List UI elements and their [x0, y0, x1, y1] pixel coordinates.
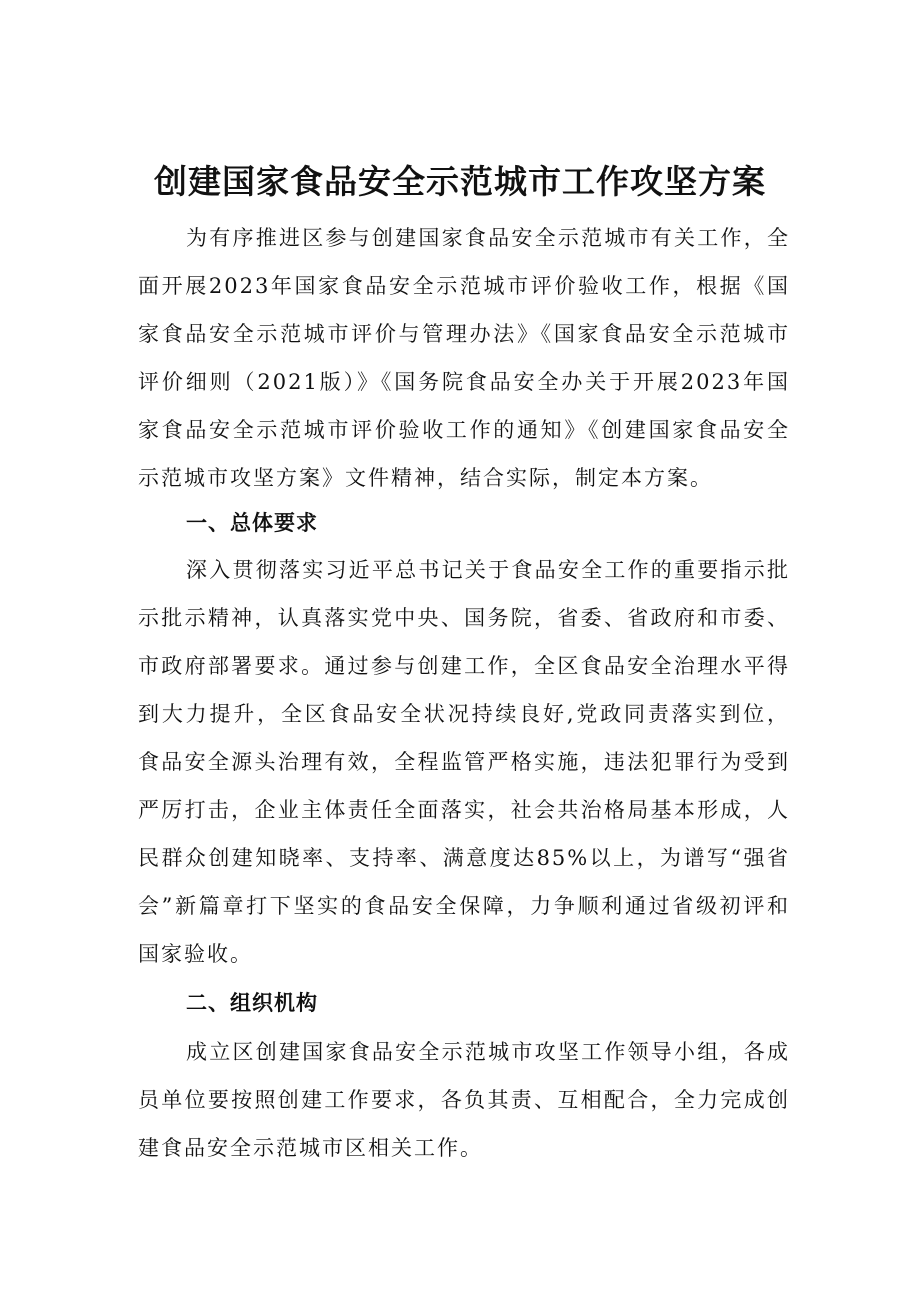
- section-heading-overall-requirements: 一、总体要求: [186, 511, 318, 535]
- organization-paragraph: 成立区创建国家食品安全示范城市攻坚工作领导小组，各成员单位要按照创建工作要求，各负其责、互相配合，全力完成创建食品安全示范城市区相关工作。: [138, 1040, 790, 1160]
- intro-paragraph: 为有序推进区参与创建国家食品安全示范城市有关工作，全面开展2023年国家食品安全示范城市评价验收工作，根据《国家食品安全示范城市评价与管理办法》《国家食品安全示范城市评价细则（2021版）》《国务院食品安全办关于开展2023年国家食品安全示范城市评价验收工作的通知》《创建国家食品安全示范城市攻坚方案》文件精神，结合实际，制定本方案。: [138, 226, 790, 490]
- document-title: 创建国家食品安全示范城市工作攻坚方案: [154, 162, 766, 202]
- requirements-paragraph: 深入贯彻落实习近平总书记关于食品安全工作的重要指示批示批示精神，认真落实党中央、国务院，省委、省政府和市委、市政府部署要求。通过参与创建工作，全区食品安全治理水平得到大力提升，全区食品安全状况持续良好,党政同责落实到位，食品安全源头治理有效，全程监管严格实施，违法犯罪行为受到严厉打击，企业主体责任全面落实，社会共治格局基本形成，人民群众创建知晓率、支持率、满意度达85%以上，为谱写“强省会”新篇章打下坚实的食品安全保障，力争顺利通过省级初评和国家验收。: [138, 558, 790, 966]
- section-heading-organization: 二、组织机构: [186, 991, 318, 1015]
